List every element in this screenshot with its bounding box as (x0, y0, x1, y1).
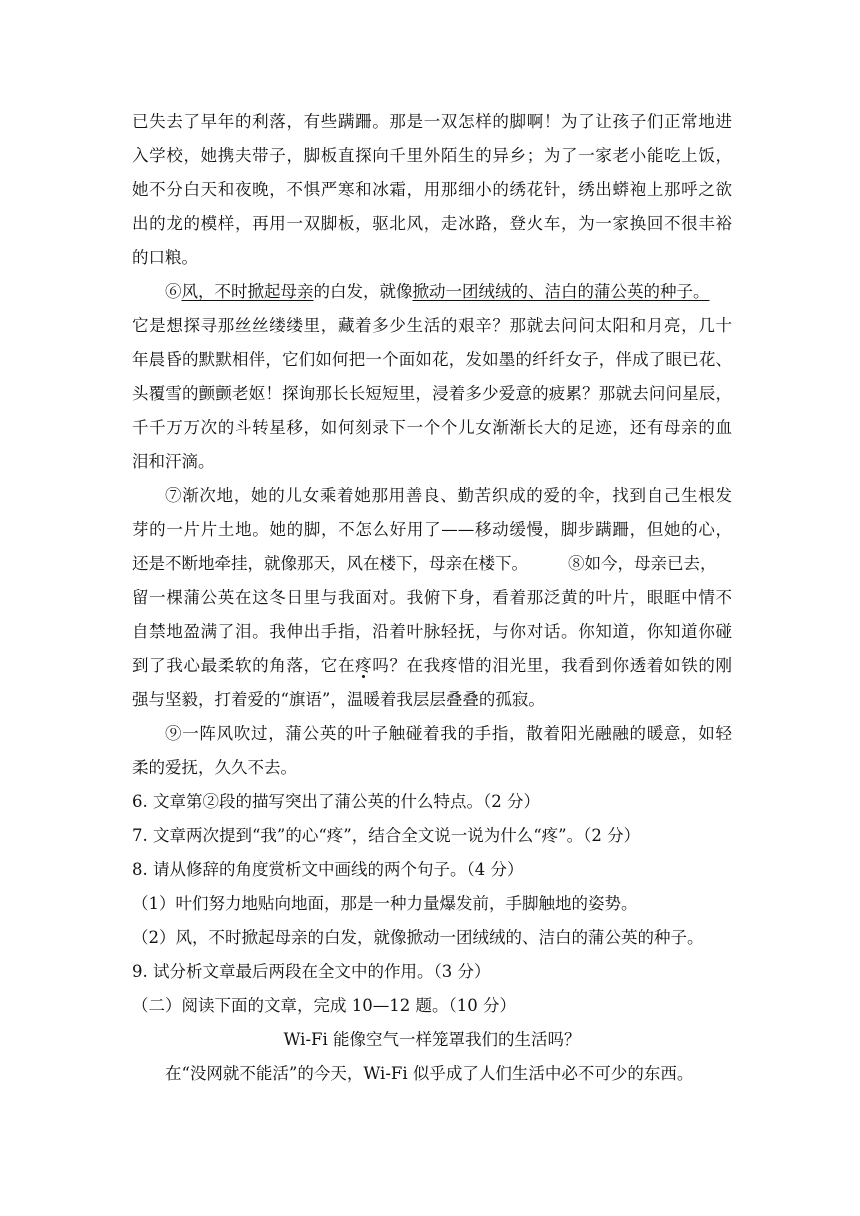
para6-line-6: 泪和汗滴。 (132, 452, 215, 471)
para6-number: ⑥ (165, 282, 182, 301)
para8-line-2: 自禁地盈满了泪。我伸出手指，沿着叶脉轻抚，与你对话。你知道，你知道你碰 (132, 622, 732, 641)
para8-line-3-b: 吗？在我疼惜的泪光里，我看到你透着如铁的刚 (372, 656, 733, 675)
underlined-phrase-wind: 风，不时掀起母亲 (181, 282, 314, 301)
question-8: 8. 请从修辞的角度赏析文中画线的两个句子。（4 分） (132, 860, 524, 879)
para9-line-1: ⑨一阵风吹过，蒲公英的叶子触碰着我的手指，散着阳光融融的暖意，如轻 (165, 724, 732, 743)
article-first-line: 在“没网就不能活”的今天，Wi-Fi 似乎成了人们生活中必不可少的东西。 (165, 1064, 694, 1083)
para9-line-2: 柔的爱抚，久久不去。 (132, 758, 297, 777)
para8-start: ⑧如今，母亲已去， (568, 554, 717, 573)
para5-line-1: 已失去了早年的利落，有些蹒跚。那是一双怎样的脚啊！为了让孩子们正常地进 (132, 112, 732, 131)
para6-line-4: 头覆雪的颤颤老妪！探询那长长短短里，浸着多少爱意的疲累？那就去问问星辰， (132, 384, 732, 403)
question-7: 7. 文章两次提到“我”的心“疼”，结合全文说一说为什么“疼”。（2 分） (132, 826, 641, 845)
para8-line-3-a: 到了我心最柔软的角落，它在 (132, 656, 356, 675)
para5-line-4: 出的龙的模样，再用一双脚板，驱北风，走冰路，登火车，为一家换回不很丰裕 (132, 214, 732, 233)
para5-line-5: 的口粮。 (132, 248, 198, 267)
para5-line-3: 她不分白天和夜晚，不惧严寒和冰霜，用那细小的绣花针，绣出蟒袍上那呼之欲 (132, 180, 732, 199)
para8-line-4: 强与坚毅，打着爱的“旗语”，温暖着我层层叠叠的孤寂。 (132, 690, 545, 709)
emphasis-dot-char: 疼 (355, 656, 373, 675)
para5-line-2: 入学校，她携夫带子，脚板直探向千里外陌生的异乡；为了一家老小能吃上饭， (132, 146, 732, 165)
section-heading: （二）阅读下面的文章，完成 10—12 题。（10 分） (132, 996, 516, 1015)
para8-line-3 (132, 651, 732, 681)
underlined-phrase-seeds: 掀动一团绒绒的、洁白的蒲公英的种子。 (412, 282, 710, 301)
para6-text: 的白发，就像 (313, 282, 413, 301)
question-9: 9. 试分析文章最后两段在全文中的作用。（3 分） (132, 962, 491, 981)
para6-line-5: 千千万万次的斗转星移，如何刻录下一个个儿女渐渐长大的足迹，还有母亲的血 (132, 418, 732, 437)
para7-line-3 (132, 549, 732, 579)
article-title: Wi-Fi 能像空气一样笼罩我们的生活吗？ (283, 1030, 581, 1049)
para6-line-1 (132, 277, 732, 307)
question-8-item-1: （1）叶们努力地贴向地面，那是一种力量爆发前，手脚触地的姿势。 (132, 894, 638, 913)
para7-line-3-text: 还是不断地牵挂，就像那天，风在楼下，母亲在楼下。 (132, 554, 528, 573)
para8-line-1: 留一棵蒲公英在这冬日里与我面对。我俯下身，看着那泛黄的叶片，眼眶中情不 (132, 588, 732, 607)
question-8-item-2: （2）风，不时掀起母亲的白发，就像掀动一团绒绒的、洁白的蒲公英的种子。 (132, 928, 704, 947)
para6-line-3: 年晨昏的默默相伴，它们如何把一个面如花，发如墨的纤纤女子，伴成了眼已花、 (132, 350, 732, 369)
question-6: 6. 文章第②段的描写突出了蒲公英的什么特点。（2 分） (132, 792, 540, 811)
para6-line-2: 它是想探寻那丝丝缕缕里，藏着多少生活的艰辛？那就去问问太阳和月亮，几十 (132, 316, 732, 335)
para7-line-2: 芽的一片片土地。她的脚，不怎么好用了——移动缓慢，脚步蹒跚，但她的心， (132, 520, 732, 539)
para7-line-1: ⑦渐次地，她的儿女乘着她那用善良、勤苦织成的爱的伞，找到自己生根发 (165, 486, 732, 505)
